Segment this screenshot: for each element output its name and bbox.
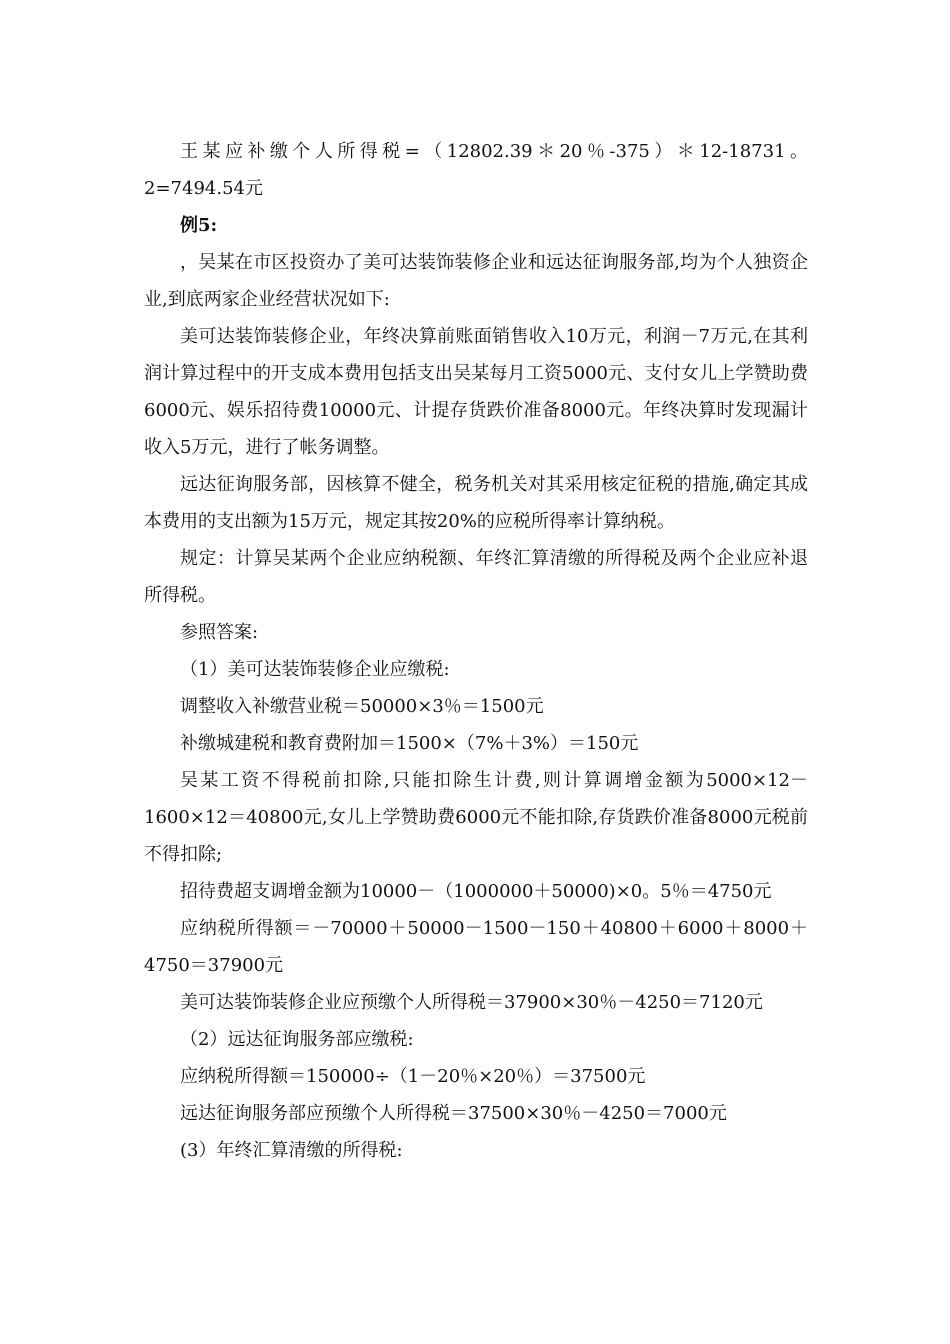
document-body: [144, 133, 808, 1169]
paragraph-section-1: （1）美可达装饰装修企业应缴税:: [180, 659, 450, 680]
paragraph-section-2: （2）远达征询服务部应缴税:: [180, 1029, 414, 1050]
example-heading: 例5:: [180, 215, 218, 236]
paragraph-entertainment: 招待费超支调增金额为10000－（1000000＋50000)×0。5％＝4750元: [180, 881, 772, 902]
paragraph-requirement: 规定：计算吴某两个企业应纳税额、年终汇算清缴的所得税及两个企业应补退所得税。: [144, 548, 808, 606]
paragraph-yuanda-prepaid: 远达征询服务部应预缴个人所得税＝37500×30％－4250＝7000元: [180, 1103, 727, 1124]
paragraph-intro: ，吴某在市区投资办了美可达装饰装修企业和远达征询服务部,均为个人独资企业,到底两家企业经营状况如下:: [144, 252, 808, 310]
paragraph-meikeda-prepaid: 美可达装饰装修企业应预缴个人所得税＝37900×30％－4250＝7120元: [180, 992, 763, 1013]
paragraph-business-tax: 调整收入补缴营业税＝50000×3％＝1500元: [180, 696, 544, 717]
paragraph-salary-adjustment: 吴某工资不得税前扣除,只能扣除生计费,则计算调增金额为5000×12－1600×12＝40800元,女儿上学赞助费6000元不能扣除,存货跌价准备8000元税前不得扣除;: [144, 770, 808, 865]
paragraph-yuanda: 远达征询服务部，因核算不健全，税务机关对其采用核定征税的措施,确定其成本费用的支出额为15万元，规定其按20%的应税所得率计算纳税。: [144, 474, 808, 532]
paragraph-answer-label: 参照答案:: [180, 622, 259, 643]
paragraph-tax-calculation: 王某应补缴个人所得税=（12802.39＊20％-375）＊12-18731。2=7494.54元: [144, 141, 808, 199]
paragraph-surcharge: 补缴城建税和教育费附加＝1500×（7%＋3%）＝150元: [180, 733, 639, 754]
paragraph-meikeda: 美可达装饰装修企业，年终决算前账面销售收入10万元，利润－7万元,在其利润计算过程中的开支成本费用包括支出吴某每月工资5000元、支付女儿上学赞助费6000元、娱乐招待费10000元、计提存货跌价准备8000元。年终决算时发现漏计收入5万元，进行了帐务调整。: [144, 326, 808, 458]
paragraph-taxable-income: 应纳税所得额＝－70000＋50000－1500－150＋40800＋6000＋8000＋4750＝37900元: [144, 918, 808, 976]
paragraph-yuanda-taxable: 应纳税所得额＝150000÷（1－20％×20％）＝37500元: [180, 1066, 646, 1087]
paragraph-section-3: (3）年终汇算清缴的所得税:: [180, 1140, 403, 1161]
